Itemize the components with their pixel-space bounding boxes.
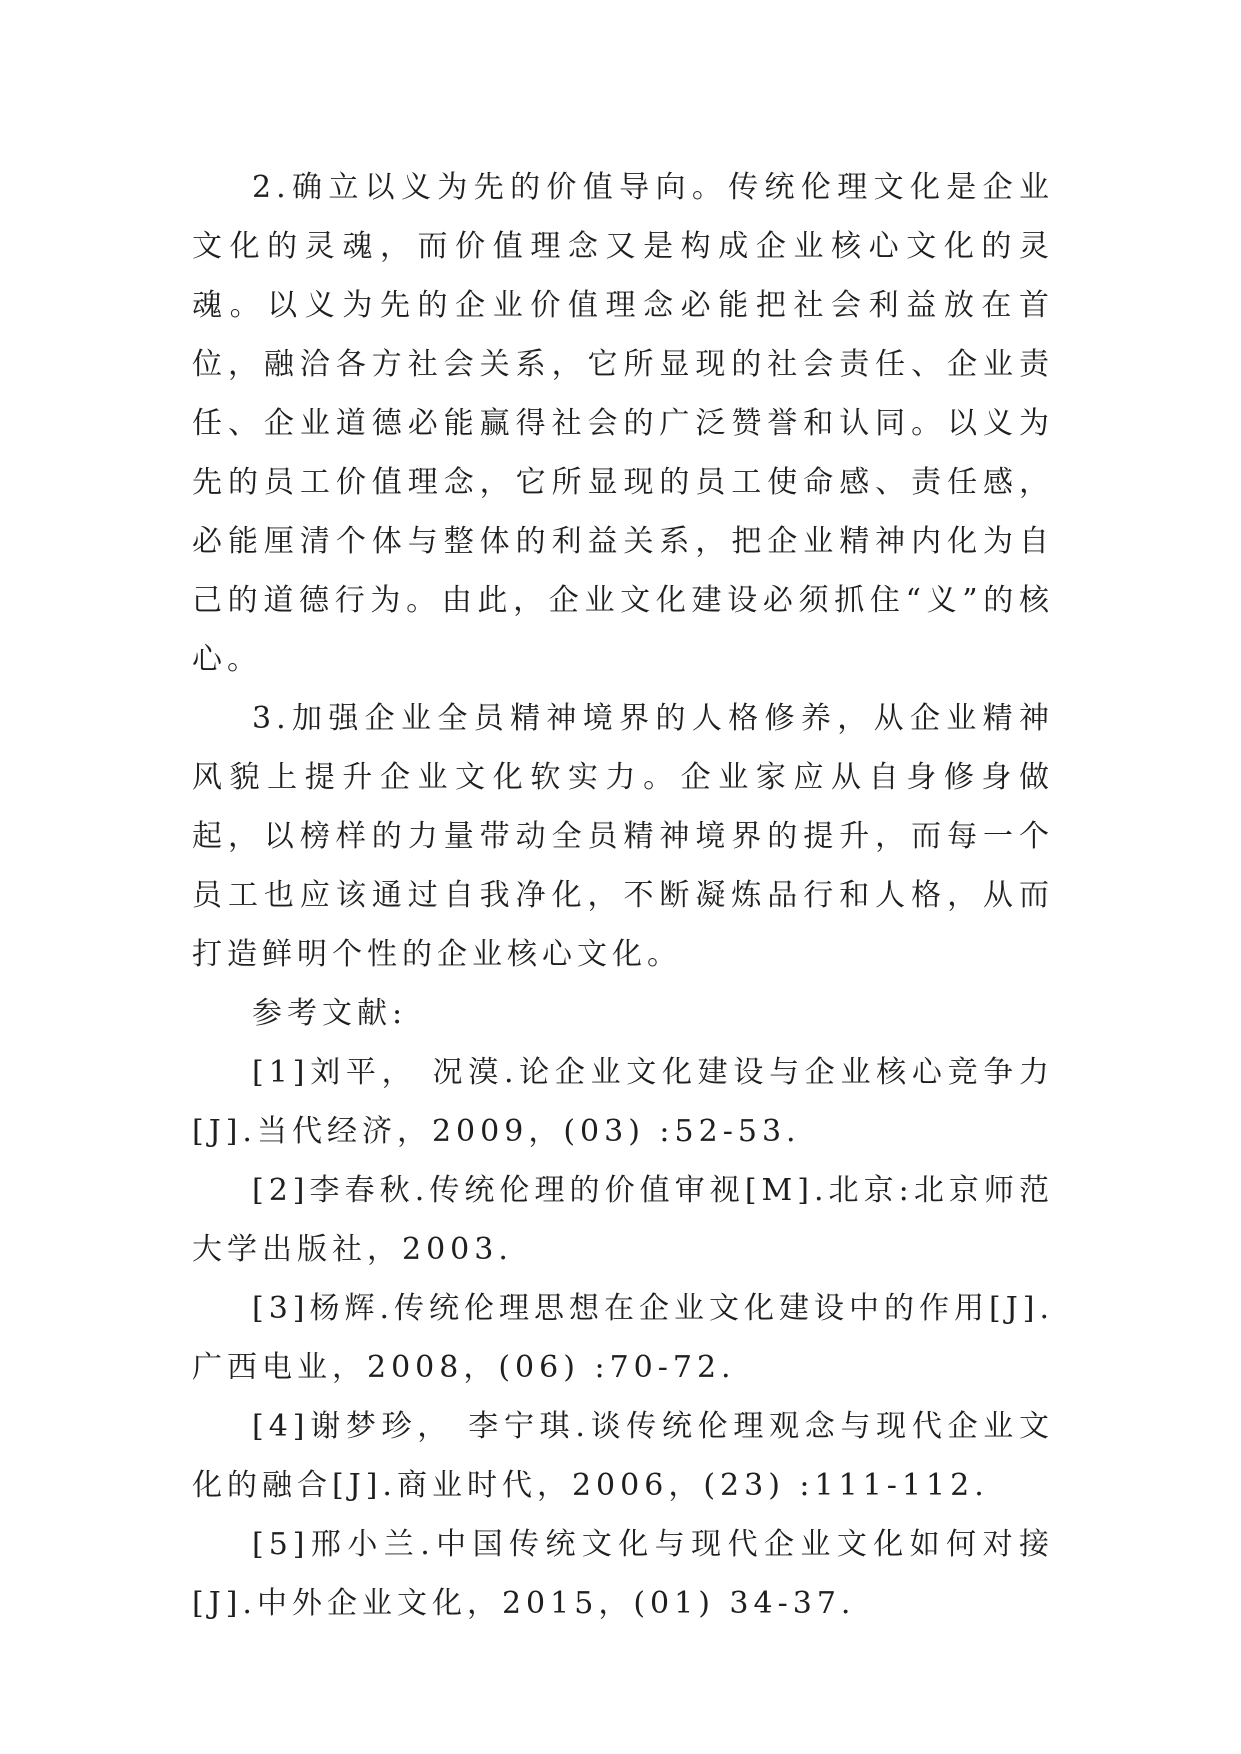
reference-item-5: [5]邢小兰.中国传统文化与现代企业文化如何对接[J].中外企业文化，2015，(01) 34-37. bbox=[192, 1527, 1054, 1621]
body-paragraph-3: 3.加强企业全员精神境界的人格修养，从企业精神风貌上提升企业文化软实力。企业家应从自身修身做起，以榜样的力量带动全员精神境界的提升，而每一个员工也应该通过自我净化，不断凝炼品行和人格，从而打造鲜明个性的企业核心文化。 bbox=[192, 701, 1054, 972]
reference-item-4: [4]谢梦珍， 李宁琪.谈传统伦理观念与现代企业文化的融合[J].商业时代，2006，(23) :111-112. bbox=[192, 1409, 1054, 1503]
references-heading: 参考文献: bbox=[252, 996, 408, 1031]
reference-item-2: [2]李春秋.传统伦理的价值审视[M].北京:北京师范大学出版社，2003. bbox=[192, 1173, 1054, 1267]
reference-item-3: [3]杨辉.传统伦理思想在企业文化建设中的作用[J].广西电业，2008，(06) :70-72. bbox=[192, 1291, 1055, 1385]
body-paragraph-2: 2.确立以义为先的价值导向。传统伦理文化是企业文化的灵魂，而价值理念又是构成企业核心文化的灵魂。以义为先的企业价值理念必能把社会利益放在首位，融洽各方社会关系，它所显现的社会责任、企业责任、企业道德必能赢得社会的广泛赞誉和认同。以义为先的员工价值理念，它所显现的员工使命感、责任感，必能厘清个体与整体的利益关系，把企业精神内化为自己的道德行为。由此，企业文化建设必须抓住“义”的核心。 bbox=[192, 170, 1054, 677]
reference-item-1: [1]刘平， 况漠.论企业文化建设与企业核心竞争力[J].当代经济，2009，(03) :52-53. bbox=[192, 1055, 1054, 1149]
document-body bbox=[192, 158, 1054, 1633]
